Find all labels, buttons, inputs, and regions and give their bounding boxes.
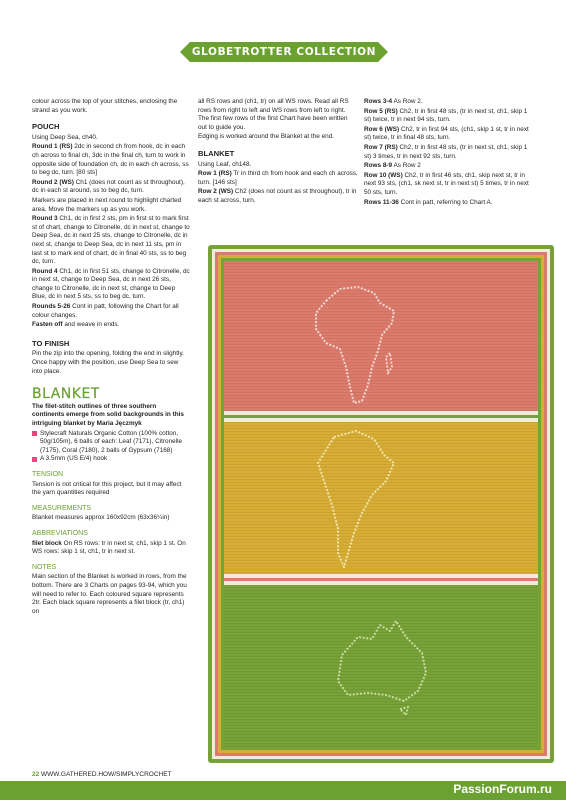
instruction-text: Ch2, tr in first 48 sts, (tr in next st, ch1, skip 1 st) twice, tr in next 94 sts, turn. — [364, 107, 528, 124]
instruction — [364, 98, 536, 107]
paragraph: Tension is not critical for this project, but it may affect the yarn quantities required — [32, 480, 182, 497]
instruction-label: Rows 11-36 — [364, 198, 399, 206]
panel-texture — [224, 261, 538, 411]
paragraph: Using Deep Sea, ch40. — [32, 133, 98, 141]
instruction-label: Round 1 (RS) — [32, 143, 73, 151]
intro-text: The filet-stitch outlines of three southern continents emerge from solid backgrounds in this intriguing blanket by Maria Jęczmyk — [32, 402, 184, 427]
instruction — [32, 321, 190, 330]
instruction — [198, 188, 358, 205]
instruction-text: 2dc in second ch from hook, dc in each ch across to final ch, 3dc in the final ch, turn to work in opposite side of foundation ch, dc in each ch across, ss to beg dc, turn. [80 sts] — [32, 143, 189, 177]
instruction-text: Tr in third ch from hook and each ch across, turn. [146 sts] — [198, 170, 358, 186]
instruction-text: Ch2, tr in first 48 sts, (tr in next st, ch1, skip 1 st) 3 times, tr in next 92 sts, turn. — [364, 143, 528, 160]
column-3 — [364, 98, 536, 208]
instruction-text: and weave in ends. — [62, 321, 120, 329]
bullet-square-icon — [32, 457, 37, 462]
panel-texture — [224, 422, 538, 574]
stripe-gypsum — [224, 581, 538, 585]
instruction-label: Row 6 (WS) — [364, 125, 400, 133]
notes-heading: NOTES — [32, 563, 57, 571]
instruction-label: Row 10 (WS) — [364, 171, 403, 179]
instruction-label: Round 2 (WS) — [32, 178, 74, 186]
page-number: 22 — [32, 771, 40, 778]
instruction — [364, 199, 536, 208]
instruction-text: Ch2 (does not count as st throughout), tr in each st across, turn. — [198, 188, 357, 204]
paragraph: Blanket measures approx 160x92cm (63x36¼in) — [32, 514, 170, 522]
instruction-label: Round 4 — [32, 267, 58, 275]
instruction-text: Ch1 (does not count as st throughout), dc in each st around, ss to beg dc, turn. — [32, 178, 185, 195]
instruction-label: Rows 3-4 — [364, 98, 393, 105]
stripe-gypsum — [224, 418, 538, 422]
instruction-label: Row 1 (RS) — [198, 170, 232, 178]
paragraph: Using Leaf, ch148. — [198, 160, 252, 168]
instruction-label: Fasten off — [32, 321, 63, 329]
blanket-photo — [208, 245, 554, 763]
materials-text: Stylecraft Naturals Organic Cotton (100% cotton, 50g/105m), 6 balls of each: Leaf (7171), Citronelle (7175), Coral (7180), 2 balls of Gypsum (7168) — [40, 429, 183, 454]
instruction-text: On RS rows: tr in next st, ch1, skip 1 st. On WS rows: skip 1 st, ch1, tr in next st. — [32, 539, 186, 556]
instruction — [364, 172, 536, 198]
materials-text: A 3.5mm (US E/4) hook — [40, 455, 108, 463]
section-banner: GLOBETROTTER COLLECTION — [190, 42, 378, 62]
measurements-heading: MEASUREMENTS — [32, 504, 92, 512]
column-2 — [198, 98, 358, 207]
instruction — [32, 540, 190, 557]
footer — [32, 771, 172, 778]
instruction — [32, 179, 190, 196]
bullet-square-icon — [32, 431, 37, 436]
instruction-text: Ch1, dc in first 51 sts, change to Citronelle, dc in next st, change to Deep Sea, dc in next 26 sts, change to Citronelle, dc in next st, change to Deep Blue, dc in next 5 sts, ss to beg dc, turn. — [32, 267, 190, 301]
instruction — [32, 215, 190, 267]
paragraph: Main section of the Blanket is worked in rows, from the bottom. There are 3 Charts on pages 93-94, which you will need to refer to. Each coloured square represents 2tr. Each black square represents a filet block (tr, ch1) on — [32, 573, 187, 615]
instruction-label: filet block — [32, 539, 62, 547]
watermark-text: PassionForum.ru — [453, 782, 552, 796]
instruction-text: As Row 2 — [392, 162, 421, 170]
stripe-band-1 — [224, 411, 538, 422]
instruction — [364, 108, 536, 125]
paragraph: colour across the top of your stitches, enclosing the strand as you work. — [32, 98, 178, 114]
tension-heading: TENSION — [32, 470, 64, 478]
instruction-text: Cont in patt, following the Chart for all colour changes. — [32, 303, 179, 319]
paragraph: Pin the zip into the opening, folding the end in slightly. Once happy with the position, use Deep Sea to sew into place. — [32, 350, 184, 375]
instruction — [364, 144, 536, 161]
stripe-gypsum — [224, 574, 538, 578]
instruction-text: Cont in patt, referring to Chart A. — [398, 198, 493, 206]
column-1 — [32, 98, 190, 617]
instruction-label: Row 5 (RS) — [364, 107, 398, 115]
instruction-label: Row 7 (RS) — [364, 143, 398, 151]
instruction — [364, 126, 536, 143]
instruction-label: Round 3 — [32, 215, 58, 223]
abbreviations-heading: ABBREVIATIONS — [32, 529, 88, 537]
instruction-label: Rounds 5-26 — [32, 303, 71, 311]
stripe-gypsum — [224, 411, 538, 415]
instruction — [32, 143, 190, 177]
instruction — [32, 268, 190, 302]
instruction — [364, 162, 536, 171]
materials-item — [32, 455, 190, 464]
paragraph: all RS rows and (ch1, tr) on all WS rows. Read all RS rows from right to left and WS rows from left to right. The first few rows of the first Chart have been written out to guide you. — [198, 98, 349, 131]
panel-texture — [224, 585, 538, 747]
stripe-coral — [224, 578, 538, 581]
instruction-text: Ch2, tr in first 94 sts, (ch1, skip 1 st, tr in next st) twice, tr in final 48 sts, turn. — [364, 125, 529, 142]
instruction-label: Row 2 (WS) — [198, 188, 234, 196]
paragraph: Edging is worked around the Blanket at the end. — [198, 133, 335, 141]
instruction-text: Ch1, dc in first 2 sts, pm in first st to mark first st of chart, change to Citronelle, dc in next st, change to Deep Sea, dc in next 25 sts, change to Citronelle, dc in next st, change to Deep Sea, dc in next 11 sts, pm in last st to mark end of chart, dc in final 40 sts, ss to beg dc, turn. — [32, 215, 190, 266]
materials-item — [32, 430, 190, 456]
blanket-heading: BLANKET — [198, 148, 235, 158]
finish-heading: TO FINISH — [32, 338, 70, 348]
stripe-band-2 — [224, 574, 538, 585]
instruction — [32, 303, 190, 320]
instruction-text: Ch2, tr in first 46 sts, ch1, skip next st, tr in next 93 sts, (ch1, sk next st, tr in next st) 5 times, tr in next 50 sts, turn. — [364, 171, 529, 196]
footer-url: WWW.GATHERED.HOW/SIMPLYCROCHET — [39, 771, 172, 778]
blanket-section-title: BLANKET — [32, 386, 100, 403]
instruction-text: As Row 2. — [392, 98, 423, 105]
stripe-leaf — [224, 415, 538, 418]
pouch-heading: POUCH — [32, 122, 60, 132]
instruction — [198, 170, 358, 187]
paragraph: Markers are placed in next round to highlight charted area. Move the markers up as you work. — [32, 196, 182, 213]
instruction-label: Rows 8-9 — [364, 162, 393, 170]
